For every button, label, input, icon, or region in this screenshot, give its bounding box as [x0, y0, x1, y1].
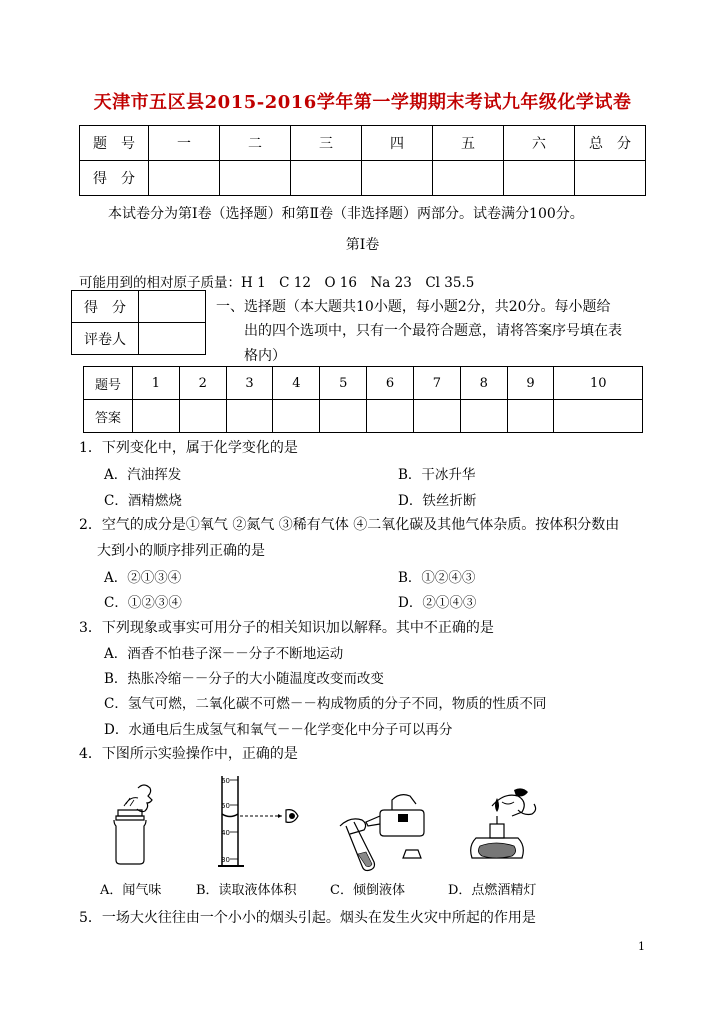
- section1-heading-line2: 出的四个选项中，只有一个最符合题意，请将答案序号填在表: [244, 323, 622, 339]
- q2-option-a: A．②①③④: [104, 570, 182, 586]
- exam-intro: 本试卷分为第Ⅰ卷（选择题）和第Ⅱ卷（非选择题）两部分。试卷满分100分。: [108, 206, 584, 222]
- grader-table: [71, 290, 206, 355]
- q2-option-b: B．①②④③: [398, 570, 476, 586]
- q1-option-a: A．汽油挥发: [104, 467, 182, 483]
- pouring-liquid-figure: [326, 776, 446, 876]
- q1-stem: 1．下列变化中，属于化学变化的是: [79, 440, 298, 456]
- answer-table-row-label: 题号: [84, 367, 133, 400]
- volume-heading: 第Ⅰ卷: [345, 237, 380, 253]
- atomic-mass-line: 可能用到的相对原子质量：H 1 C 12 O 16 Na 23 Cl 35.5: [79, 275, 475, 291]
- q3-option-a: A．酒香不怕巷子深－－分子不断地运动: [104, 646, 344, 662]
- answer-table-row-label: 答案: [84, 400, 133, 433]
- q4-option-b: B．读取液体体积: [196, 883, 297, 898]
- score-cell[interactable]: [433, 161, 504, 196]
- cylinder-tick-label: 40: [221, 829, 230, 837]
- score-cell[interactable]: [575, 161, 646, 196]
- grader-name-label: 评卷人: [72, 323, 139, 355]
- smelling-gas-figure: [100, 780, 170, 870]
- q3-option-d: D．水通电后生成氢气和氧气－－化学变化中分子可以再分: [104, 722, 453, 738]
- q1-option-b: B．干冰升华: [398, 467, 476, 483]
- answer-table-number: 1: [133, 367, 180, 400]
- score-table-score-row: [80, 161, 646, 196]
- score-cell[interactable]: [362, 161, 433, 196]
- score-table-header-cell: 三: [291, 126, 362, 161]
- q1-option-d: D．铁丝折断: [398, 493, 477, 509]
- grader-name-cell[interactable]: [139, 323, 206, 355]
- q2-stem-line2: 大到小的顺序排列正确的是: [97, 543, 265, 559]
- score-table-header-cell: 题 号: [80, 126, 149, 161]
- answer-cell[interactable]: [273, 400, 320, 433]
- answer-cell[interactable]: [226, 400, 273, 433]
- q3-option-b: B．热胀冷缩－－分子的大小随温度改变而改变: [104, 671, 384, 687]
- score-table-header-cell: 四: [362, 126, 433, 161]
- q2-option-c: C．①②③④: [104, 595, 182, 611]
- answer-cell[interactable]: [133, 400, 180, 433]
- score-table-header-cell: 一: [149, 126, 220, 161]
- q3-option-c: C．氢气可燃，二氧化碳不可燃－－构成物质的分子不同，物质的性质不同: [104, 696, 547, 712]
- q4-stem: 4．下图所示实验操作中，正确的是: [79, 746, 298, 762]
- page-title: 天津市五区县2015-2016学年第一学期期末考试九年级化学试卷: [93, 92, 632, 113]
- score-row-label: 得 分: [80, 161, 149, 196]
- answer-table-number: 3: [226, 367, 273, 400]
- answer-cell[interactable]: [413, 400, 460, 433]
- graduated-cylinder-figure: [210, 772, 320, 872]
- answer-table-number: 10: [554, 367, 643, 400]
- q1-option-c: C．酒精燃烧: [104, 493, 182, 509]
- page-number: 1: [638, 940, 645, 953]
- q4-option-d: D．点燃酒精灯: [448, 883, 537, 898]
- grader-score-label: 得 分: [72, 291, 139, 323]
- score-cell[interactable]: [149, 161, 220, 196]
- alcohol-lamp-figure: [456, 776, 546, 876]
- q3-stem: 3．下列现象或事实可用分子的相关知识加以解释。其中不正确的是: [79, 620, 494, 636]
- answer-table-number-row: [84, 367, 643, 400]
- score-table-header-row: [80, 126, 646, 161]
- answer-cell[interactable]: [367, 400, 414, 433]
- section1-heading-line3: 格内）: [244, 348, 286, 364]
- score-cell[interactable]: [504, 161, 575, 196]
- cylinder-tick-label: 30: [221, 856, 230, 864]
- score-table-header-cell: 总 分: [575, 126, 646, 161]
- answer-table-number: 6: [367, 367, 414, 400]
- q4-option-c: C．倾倒液体: [330, 883, 405, 898]
- answer-cell[interactable]: [554, 400, 643, 433]
- answer-table: [83, 366, 643, 433]
- answer-cell[interactable]: [179, 400, 226, 433]
- score-table-header-cell: 二: [220, 126, 291, 161]
- answer-table-number: 2: [179, 367, 226, 400]
- q2-option-d: D．②①④③: [398, 595, 477, 611]
- answer-table-number: 8: [460, 367, 507, 400]
- answer-table-answer-row: [84, 400, 643, 433]
- grader-score-cell[interactable]: [139, 291, 206, 323]
- answer-table-number: 4: [273, 367, 320, 400]
- answer-table-number: 5: [320, 367, 367, 400]
- score-cell[interactable]: [220, 161, 291, 196]
- score-table-header-cell: 六: [504, 126, 575, 161]
- answer-table-number: 7: [413, 367, 460, 400]
- q2-stem-line1: 2．空气的成分是①氧气 ②氮气 ③稀有气体 ④二氧化碳及其他气体杂质。按体积分数由: [79, 517, 620, 533]
- section1-heading-line1: 一、选择题（本大题共10小题，每小题2分，共20分。每小题给: [216, 299, 611, 315]
- q5-stem: 5．一场大火往往由一个小小的烟头引起。烟头在发生火灾中所起的作用是: [79, 910, 536, 926]
- score-table-header-cell: 五: [433, 126, 504, 161]
- score-table: [79, 125, 646, 196]
- cylinder-tick-label: 60: [221, 777, 230, 785]
- answer-cell[interactable]: [460, 400, 507, 433]
- cylinder-tick-label: 50: [221, 802, 230, 810]
- score-cell[interactable]: [291, 161, 362, 196]
- answer-cell[interactable]: [320, 400, 367, 433]
- q4-option-a: A．闻气味: [100, 883, 162, 898]
- answer-cell[interactable]: [507, 400, 554, 433]
- answer-table-number: 9: [507, 367, 554, 400]
